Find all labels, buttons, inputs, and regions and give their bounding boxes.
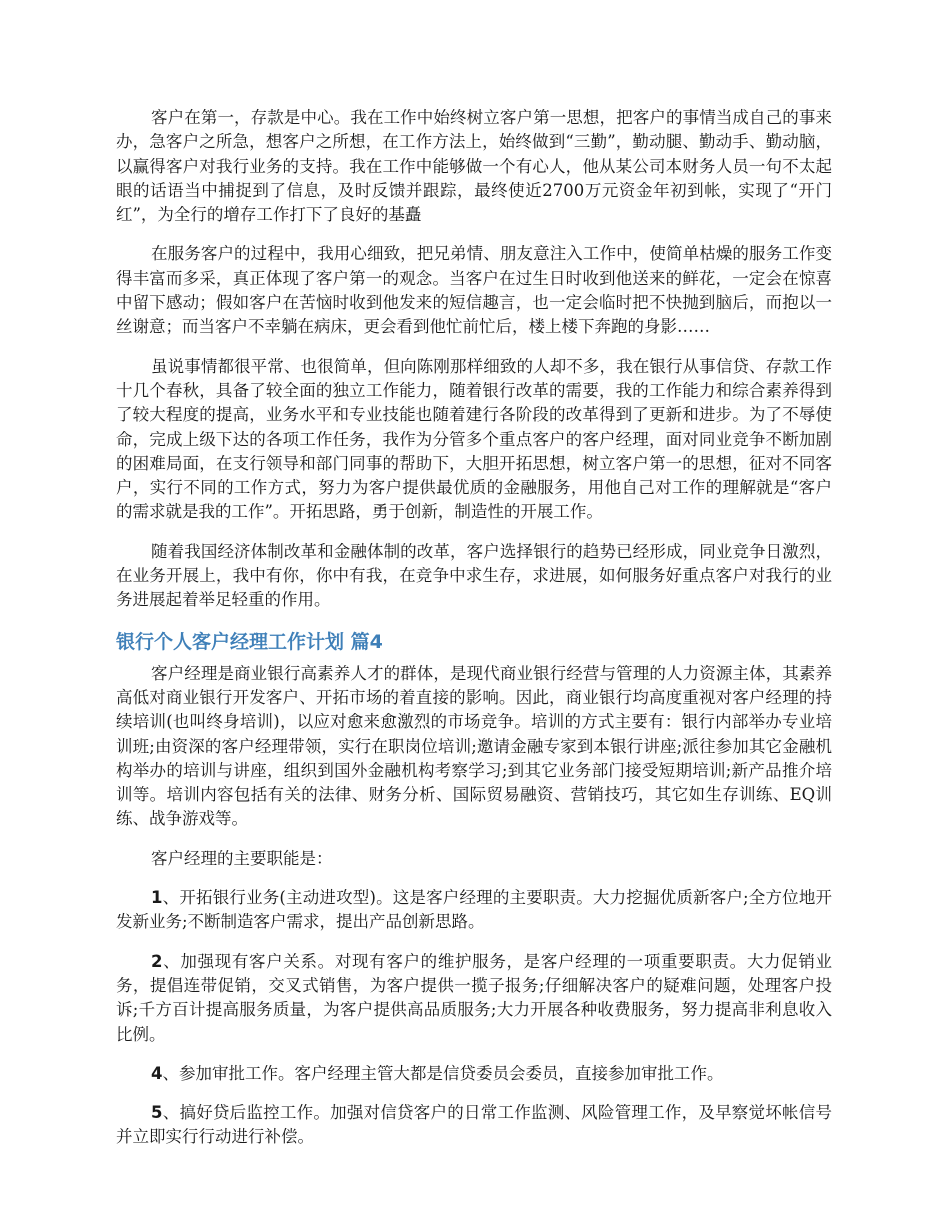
duty-item bbox=[116, 1101, 832, 1150]
duty-text: 、开拓银行业务(主动进攻型)。这是客户经理的主要职责。大力挖掘优质新客户;全方位地开发新业务;不断制造客户需求，提出产品创新思路。 bbox=[116, 888, 832, 932]
paragraph: 客户在第一，存款是中心。我在工作中始终树立客户第一思想，把客户的事情当成自己的事来办，急客户之所急，想客户之所想，在工作方法上，始终做到“三勤”，勤动腿、勤动手、勤动脑，以赢得客户对我行业务的支持。我在工作中能够做一个有心人，他从某公司本财务人员一句不太起眼的话语当中捕捉到了信息，及时反馈并跟踪，最终使近2700万元资金年初到帐，实现了“开门红”，为全行的增存工作打下了良好的基矗 bbox=[116, 108, 832, 225]
paragraph: 随着我国经济体制改革和金融体制的改革，客户选择银行的趋势已经形成，同业竞争日激烈，在业务开展上，我中有你，你中有我，在竞争中求生存，求进展，如何服务好重点客户对我行的业务进展起着举足轻重的作用。 bbox=[116, 541, 832, 610]
duty-item bbox=[116, 950, 832, 1047]
duty-number: 2 bbox=[151, 951, 163, 971]
paragraph: 客户经理的主要职能是： bbox=[151, 848, 333, 868]
duty-number: 5 bbox=[151, 1103, 163, 1123]
paragraph: 在服务客户的过程中，我用心细致，把兄弟情、朋友意注入工作中，使简单枯燥的服务工作变得丰富而多采，真正体现了客户第一的观念。当客户在过生日时收到他送来的鲜花，一定会在惊喜中留下感动；假如客户在苦恼时收到他发来的短信趣言，也一定会临时把不快抛到脑后，而抱以一丝谢意；而当客户不幸躺在病床，更会看到他忙前忙后，楼上楼下奔跑的身影…… bbox=[116, 244, 832, 337]
duty-item bbox=[116, 1062, 832, 1086]
paragraph: 虽说事情都很平常、也很简单，但向陈刚那样细致的人却不多，我在银行从事信贷、存款工作十几个春秋，具备了较全面的独立工作能力，随着银行改革的需要，我的工作能力和综合素养得到了较大程度的提高，业务水平和专业技能也随着建行各阶段的改革得到了更新和进步。为了不辱使命，完成上级下达的各项工作任务，我作为分管多个重点客户的客户经理，面对同业竞争不断加剧的困难局面，在支行领导和部门同事的帮助下，大胆开拓思想，树立客户第一的思想，征对不同客户，实行不同的工作方式，努力为客户提供最优质的金融服务，用他自己对工作的理解就是“客户的需求就是我的工作”。开拓思路，勇于创新，制造性的开展工作。 bbox=[116, 356, 832, 522]
duty-number: 4 bbox=[151, 1063, 163, 1083]
duty-item bbox=[116, 886, 832, 935]
paragraph: 客户经理是商业银行高素养人才的群体，是现代商业银行经营与管理的人力资源主体，其素养高低对商业银行开发客户、开拓市场的着直接的影响。因此，商业银行均高度重视对客户经理的持续培训(也叫终身培训)，以应对愈来愈激烈的市场竞争。培训的方式主要有：银行内部举办专业培训班;由资深的客户经理带领，实行在职岗位培训;邀请金融专家到本银行讲座;派往参加其它金融机构举办的培训与讲座，组织到国外金融机构考察学习;到其它业务部门接受短期培训;新产品推介培训等。培训内容包括有关的法律、财务分析、国际贸易融资、营销技巧，其它如生存训练、EQ训练、战争游戏等。 bbox=[116, 663, 832, 829]
duty-number: 1 bbox=[151, 888, 163, 908]
duty-text: 、搞好贷后监控工作。加强对信贷客户的日常工作监测、风险管理工作，及早察觉坏帐信号并立即实行行动进行补偿。 bbox=[116, 1103, 832, 1147]
section-heading: 银行个人客户经理工作计划 篇4 bbox=[116, 630, 383, 653]
duty-text: 、加强现有客户关系。对现有客户的维护服务，是客户经理的一项重要职责。大力促销业务，提倡连带促销，交叉式销售，为客户提供一揽子报务;仔细解决客户的疑难问题，处理客户投诉;千方百计提高服务质量，为客户提供高品质服务;大力开展各种收费服务，努力提高非利息收入比例。 bbox=[116, 951, 832, 1044]
duty-text: 、参加审批工作。客户经理主管大都是信贷委员会委员，直接参加审批工作。 bbox=[162, 1063, 724, 1083]
